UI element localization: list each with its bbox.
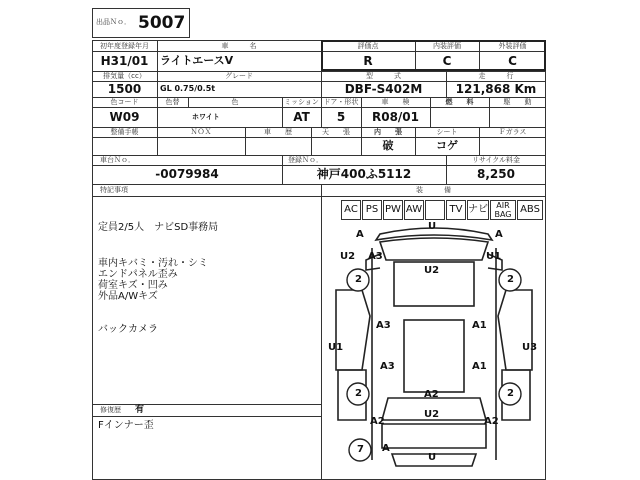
damage-side-right: U3 — [522, 342, 538, 353]
color-change-label: 色替 — [165, 98, 180, 106]
car-diagram — [322, 220, 546, 478]
interior-grade-value: C — [442, 54, 452, 68]
type-label: 型 式 — [366, 72, 401, 80]
note-line: バックカメラ — [98, 324, 158, 335]
doors-label: ドア・形状 — [323, 98, 359, 106]
doors-value: 5 — [336, 110, 346, 124]
damage-rear-quarter-right: A2 — [484, 416, 499, 427]
transmission-label: ミッション — [284, 98, 319, 106]
damage-rear-bumper-left: A — [382, 443, 390, 454]
repair-history-value: 有 — [135, 405, 145, 415]
damage-door-left: A3 — [376, 320, 391, 331]
inspection-label: 車 検 — [381, 98, 410, 106]
damage-rear-quarter-left: A2 — [370, 416, 385, 427]
damage-wheel-rear-right: 2 — [507, 388, 514, 399]
transmission-value: AT — [293, 110, 310, 124]
registration-label: 登録Ｎｏ． — [288, 156, 323, 164]
history-label: 車 歴 — [264, 128, 292, 136]
grid-line — [92, 107, 546, 108]
damage-front-fender-left: U2 — [340, 251, 356, 262]
note-line: 車内キバミ・汚れ・シミ — [98, 258, 208, 269]
exterior-grade-value: C — [508, 54, 517, 68]
year-label: 初年度登録年月 — [100, 42, 149, 50]
damage-door-right: A1 — [472, 320, 487, 331]
equipment-airbag: AIR BAG — [490, 200, 516, 220]
right-front-door — [498, 290, 532, 370]
type-value: DBF-S402M — [344, 82, 423, 96]
note-line: 外品A/Wキズ — [98, 291, 158, 302]
color-code-value: W09 — [109, 110, 140, 124]
drive-label: 駆 動 — [503, 98, 532, 106]
damage-front-bumper: U — [428, 221, 437, 232]
color-code-label: 色コード — [110, 98, 139, 106]
damage-rear-gate: U2 — [424, 409, 440, 420]
hood-outline — [380, 238, 488, 260]
manual-label: 整備手帳 — [110, 128, 139, 136]
fuel-label: 燃 料 — [445, 98, 474, 106]
damage-spare-wheel: 7 — [357, 444, 364, 455]
notes-title: 特記事項 — [100, 186, 128, 194]
grade-score-value: R — [363, 54, 373, 68]
grid-line — [92, 416, 321, 417]
damage-rear-bumper: U — [428, 452, 437, 463]
damage-front-bumper-left: A — [356, 229, 364, 240]
damage-rear-door-left: A3 — [380, 361, 395, 372]
model-label: 車 名 — [221, 42, 257, 50]
seat-value: コゲ — [436, 139, 458, 152]
interior-upholstery-label: 内 張 — [374, 128, 402, 136]
rear-gate — [382, 424, 486, 448]
damage-rear-panel: A2 — [424, 389, 439, 400]
lot-number-label: 出品Ｎｏ． — [96, 18, 131, 26]
damage-front-fender-left-2: A3 — [368, 251, 383, 262]
grade-label: グレード — [225, 72, 253, 80]
interior-grade-label: 内装評価 — [433, 42, 461, 50]
chassis-label: 車台Ｎｏ． — [100, 156, 135, 164]
registration-value: 神戸400ふ5112 — [316, 167, 412, 181]
cabin-outline — [404, 320, 464, 392]
equipment-aw: AW — [404, 200, 424, 220]
recycle-fee-label: リサイクル料金 — [471, 156, 521, 164]
equipment-ps: PS — [362, 200, 382, 220]
equipment-ac: AC — [341, 200, 361, 220]
lot-number: 5007 — [138, 13, 186, 33]
damage-front-bumper-right: A — [495, 229, 503, 240]
mileage-value: 121,868 Km — [455, 82, 537, 96]
displacement-value: 1500 — [107, 82, 142, 96]
recycle-fee-value: 8,250 — [477, 167, 515, 181]
grid-line — [92, 196, 546, 197]
damage-wheel-front-left: 2 — [355, 274, 362, 285]
equipment-navi: ナビ — [467, 200, 489, 220]
model-value: ライトエースV — [160, 54, 234, 67]
repair-note: Fインナー歪 — [98, 420, 154, 431]
seat-label: シート — [436, 128, 458, 136]
damage-windshield: U2 — [424, 265, 440, 276]
nox-label: ＮＯＸ — [190, 128, 212, 136]
damage-front-fender-right: U1 — [486, 251, 502, 262]
repair-history-label: 修復歴 — [100, 406, 121, 414]
equipment-tv: TV — [446, 200, 466, 220]
displacement-label: 排気量（cc） — [103, 72, 146, 80]
equipment-pw: PW — [383, 200, 403, 220]
ceiling-label: 天 張 — [322, 128, 350, 136]
year-value: H31/01 — [100, 54, 149, 68]
damage-wheel-rear-left: 2 — [355, 388, 362, 399]
damage-wheel-front-right: 2 — [507, 274, 514, 285]
left-front-door — [336, 290, 370, 370]
color-value: ホワイト — [192, 113, 220, 121]
damage-rear-door-right: A1 — [472, 361, 487, 372]
grid-line — [92, 404, 321, 405]
exterior-grade-label: 外装評価 — [498, 42, 527, 50]
damage-side-left: U1 — [328, 342, 344, 353]
note-line: 荷室キズ・凹み — [98, 280, 168, 291]
chassis-value: -0079984 — [155, 167, 219, 181]
equipment-blank — [425, 200, 445, 220]
equipment-abs: ABS — [517, 200, 543, 220]
grade-score-label: 評価点 — [357, 42, 379, 50]
mileage-label: 走 行 — [478, 72, 514, 80]
color-label: 色 — [231, 98, 239, 106]
grade-value: GL 0.75/0.5t — [160, 84, 216, 93]
glass-label: Ｆガラス — [498, 128, 527, 136]
body-left-outline — [372, 248, 496, 460]
grid-line — [92, 184, 546, 185]
inspection-value: R08/01 — [371, 110, 420, 124]
note-line: 定員2/5人 ナビSD事務局 — [98, 222, 219, 233]
interior-upholstery-value: 破 — [382, 139, 394, 152]
note-line: エンドパネル歪み — [98, 269, 178, 280]
equipment-title: 装 備 — [416, 186, 451, 194]
